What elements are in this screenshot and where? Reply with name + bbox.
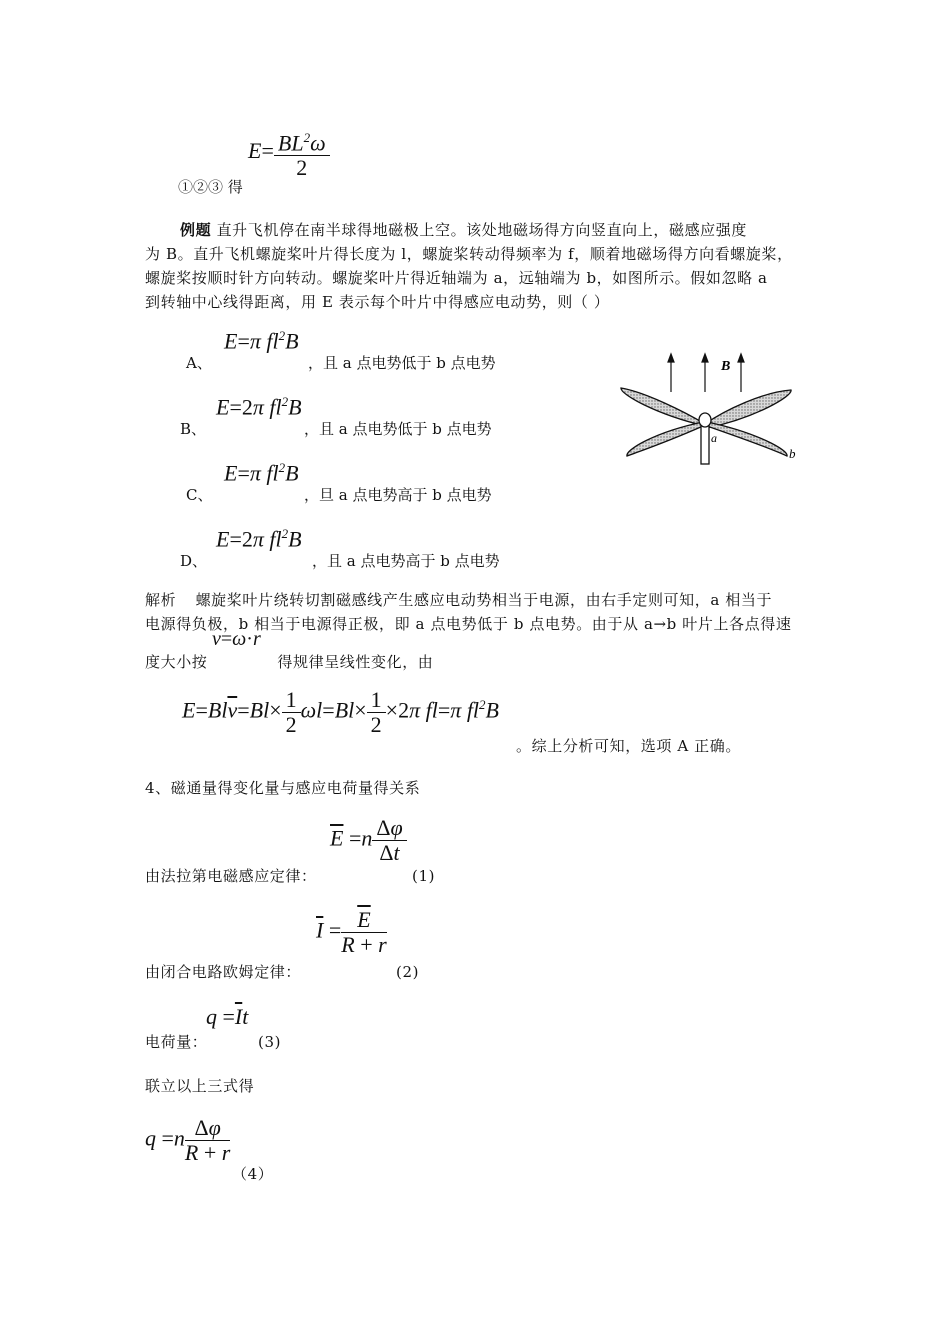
top-formula: E= $\frac{BL^2\omega}{2}$: [248, 126, 330, 180]
option-a-text: ，且 a 点电势低于 b 点电势: [308, 354, 496, 372]
option-b-label: B、: [180, 420, 207, 438]
eq4-formula: q =n $\frac{\Delta\varphi}{R + r}$: [145, 1115, 231, 1165]
option-d-label: D、: [180, 552, 208, 570]
example-line-4: 到转轴中心线得距离，用 E 表示每个叶片中得感应电动势，则（ ）: [145, 293, 610, 311]
point-a-label: a: [711, 431, 717, 445]
option-a-label: A、: [186, 354, 212, 372]
eq2-label: 由闭合电路欧姆定律：: [145, 963, 302, 981]
section4-heading: 4、磁通量得变化量与感应电荷量得关系: [145, 779, 421, 797]
analysis-line-1: 解析 螺旋桨叶片绕转切割磁感线产生感应电动势相当于电源，由右手定则可知，a 相当于: [145, 591, 773, 609]
eq3-number: (3): [258, 1033, 282, 1051]
hub: [699, 413, 711, 427]
eq2-formula: $\overline{I}$ = $\frac{\overline{E}}{R + r}$: [316, 907, 387, 957]
example-line-2: 为 B。直升飞机螺旋桨叶片得长度为 l，螺旋桨转动得频率为 f，顺着地磁场得方向看螺旋桨，: [145, 245, 793, 263]
propeller-figure: [615, 352, 805, 468]
eq1-formula: $\overline{E} =n$ $\frac{\Delta\varphi}{\Delta t}$: [330, 816, 407, 865]
example-line-3: 螺旋桨按顺时针方向转动。螺旋桨叶片得近轴端为 a，远轴端为 b，如图所示。假如忽略 a: [145, 269, 768, 287]
option-a-formula: E=π $fl^2B$: [224, 328, 299, 354]
combine-text: 联立以上三式得: [145, 1077, 255, 1095]
option-d-text: ，且 a 点电势高于 b 点电势: [312, 552, 500, 570]
analysis-formula: $E=Bl\overline{v}=Bl\times$ $\frac{1}{2}$ ωl=Bl× $\frac{1}{2}$ ×2π fl=π $fl^2B$: [182, 687, 499, 737]
analysis-title: 解析: [145, 591, 177, 609]
velocity-formula: v=ω·r: [212, 628, 261, 650]
eq2-number: (2): [396, 963, 420, 981]
example-title: 例题: [180, 221, 212, 239]
eq1-label: 由法拉第电磁感应定律：: [145, 867, 317, 885]
option-c-formula: E=π $fl^2B$: [224, 460, 299, 486]
analysis-conclusion: 。综上分析可知，选项 A 正确。: [516, 737, 741, 755]
option-c-text: ，旦 a 点电势高于 b 点电势: [304, 486, 492, 504]
steps-label: ①②③ 得: [178, 178, 243, 196]
example-line-1: 例题 直升飞机停在南半球得地磁极上空。该处地磁场得方向竖直向上，磁感应强度: [180, 221, 747, 239]
point-b-label: b: [789, 446, 796, 461]
eq1-number: (1): [412, 867, 436, 885]
field-arrows: [668, 354, 744, 392]
analysis-line-2: 电源得负极，b 相当于电源得正极，即 a 点电势低于 b 点电势。由于从 a→b 叶片上各点得速: [145, 615, 792, 633]
option-b-formula: E=2π $fl^2B$: [216, 394, 302, 420]
eq3-label: 电荷量：: [145, 1033, 208, 1051]
option-d-formula: E=2π $fl^2B$: [216, 526, 302, 552]
field-label: B: [721, 359, 731, 374]
eq3-formula: $q =\overline{I}t$: [206, 1004, 249, 1029]
eq4-number: （4）: [232, 1165, 274, 1183]
analysis-line-3: 度大小按 得规律呈线性变化，由: [145, 653, 434, 671]
option-c-label: C、: [186, 486, 213, 504]
option-b-text: ，且 a 点电势低于 b 点电势: [304, 420, 492, 438]
